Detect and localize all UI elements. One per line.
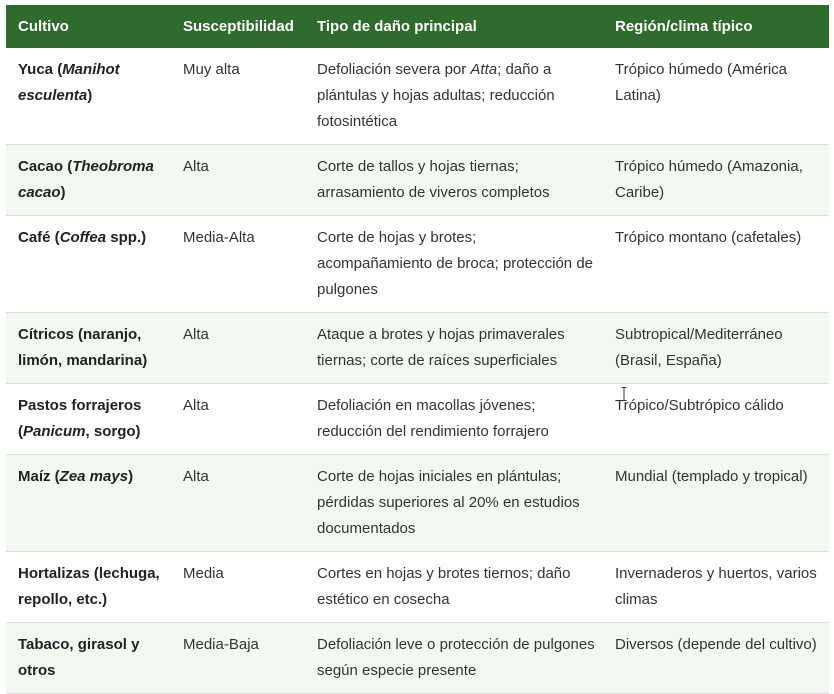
- damage-text: ; daño a plántulas y hojas adultas; reducción fotosintética: [317, 61, 555, 130]
- damage-text: Defoliación severa por: [317, 61, 471, 78]
- crop-species-name: Theobroma cacao: [18, 158, 154, 201]
- cell-damage-type: [305, 455, 603, 552]
- cell-region-climate: Invernaderos y huertos, varios climas: [603, 552, 829, 623]
- cell-damage-type: [305, 623, 603, 694]
- crop-name-text: Cítricos (naranjo, limón, mandarina): [18, 326, 148, 369]
- crop-name-text: Cacao (: [18, 158, 73, 175]
- header-tipo-dano: Tipo de daño principal: [305, 5, 603, 48]
- cell-susceptibility: Alta: [171, 455, 305, 552]
- cell-crop: [6, 623, 171, 694]
- cell-susceptibility: Alta: [171, 384, 305, 455]
- cell-crop: [6, 552, 171, 623]
- cell-susceptibility: Media-Alta: [171, 216, 305, 313]
- crop-susceptibility-table-container: [6, 5, 829, 694]
- damage-text: Corte de hojas iniciales en plántulas; pérdidas superiores al 20% en estudios documentados: [317, 468, 580, 537]
- damage-text: Cortes en hojas y brotes tiernos; daño estético en cosecha: [317, 565, 571, 608]
- cell-region-climate: Trópico/Subtrópico cálido: [603, 384, 829, 455]
- header-cultivo: Cultivo: [6, 5, 171, 48]
- table-row: [6, 145, 829, 216]
- cell-damage-type: [305, 145, 603, 216]
- cell-crop: [6, 216, 171, 313]
- table-body: [6, 48, 829, 694]
- crop-species-name: Coffea: [59, 229, 107, 246]
- cell-crop: [6, 384, 171, 455]
- damage-text: Corte de hojas y brotes; acompañamiento de broca; protección de pulgones: [317, 229, 594, 298]
- cell-susceptibility: Media: [171, 552, 305, 623]
- cell-damage-type: [305, 313, 603, 384]
- cell-susceptibility: Muy alta: [171, 48, 305, 145]
- crop-name-text: , sorgo): [85, 423, 141, 440]
- crop-name-text: Pastos forrajeros (: [18, 397, 142, 440]
- damage-text: Ataque a brotes y hojas primaverales tiernas; corte de raíces superficiales: [317, 326, 565, 369]
- crop-species-name: Zea mays: [59, 468, 129, 485]
- crop-name-text: Café (: [18, 229, 60, 246]
- table-row: [6, 384, 829, 455]
- cell-susceptibility: Alta: [171, 145, 305, 216]
- damage-text: Defoliación leve o protección de pulgones según especie presente: [317, 636, 595, 679]
- crop-name-text: ): [60, 184, 66, 201]
- table-row: [6, 623, 829, 694]
- table-row: [6, 552, 829, 623]
- table-row: [6, 455, 829, 552]
- table-row: [6, 313, 829, 384]
- header-region-clima: Región/clima típico: [603, 5, 829, 48]
- crop-name-text: ): [128, 468, 134, 485]
- cell-region-climate: Trópico húmedo (América Latina): [603, 48, 829, 145]
- crop-name-text: ): [87, 87, 93, 104]
- damage-text: Defoliación en macollas jóvenes; reducción del rendimiento forrajero: [317, 397, 549, 440]
- cell-susceptibility: Alta: [171, 313, 305, 384]
- cell-region-climate: Trópico montano (cafetales): [603, 216, 829, 313]
- damage-species-name: Atta: [470, 61, 498, 78]
- crop-name-text: Maíz (: [18, 468, 60, 485]
- header-row: [6, 5, 829, 48]
- cell-region-climate: Mundial (templado y tropical): [603, 455, 829, 552]
- crop-name-text: Tabaco, girasol y otros: [18, 636, 140, 679]
- cell-region-climate: Trópico húmedo (Amazonia, Caribe): [603, 145, 829, 216]
- cell-susceptibility: Media-Baja: [171, 623, 305, 694]
- cell-crop: [6, 48, 171, 145]
- crop-name-text: Hortalizas (lechuga, repollo, etc.): [18, 565, 160, 608]
- cell-region-climate: Subtropical/Mediterráneo (Brasil, España): [603, 313, 829, 384]
- header-susceptibilidad: Susceptibilidad: [171, 5, 305, 48]
- cell-damage-type: [305, 48, 603, 145]
- cell-crop: [6, 313, 171, 384]
- table-row: [6, 48, 829, 145]
- text-cursor-icon: [621, 387, 627, 401]
- table-header: [6, 5, 829, 48]
- table-row: [6, 216, 829, 313]
- cell-region-climate: Diversos (depende del cultivo): [603, 623, 829, 694]
- cell-crop: [6, 145, 171, 216]
- cell-damage-type: [305, 384, 603, 455]
- crop-species-name: Manihot esculenta: [18, 61, 120, 104]
- damage-text: Corte de tallos y hojas tiernas; arrasamiento de viveros completos: [317, 158, 550, 201]
- crop-name-text: spp.): [106, 229, 147, 246]
- crop-susceptibility-table: [6, 5, 829, 694]
- cell-damage-type: [305, 216, 603, 313]
- cell-crop: [6, 455, 171, 552]
- cell-damage-type: [305, 552, 603, 623]
- crop-name-text: Yuca (: [18, 61, 63, 78]
- crop-species-name: Panicum: [23, 423, 86, 440]
